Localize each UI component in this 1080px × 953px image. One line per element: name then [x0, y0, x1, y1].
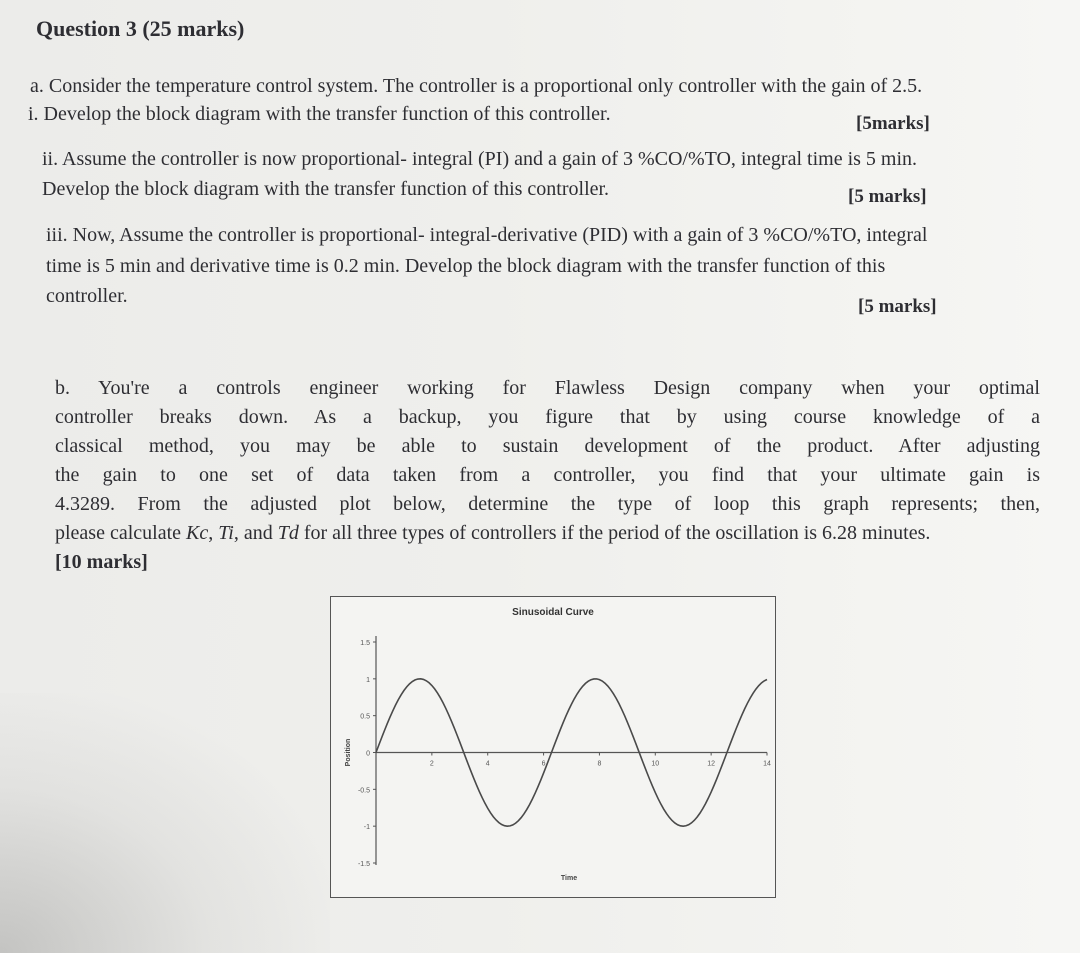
part-b-line: controller breaks down. As a backup, you figure that by using course knowledge of a: [55, 406, 1040, 428]
y-tick-label: 0.5: [360, 713, 370, 721]
y-tick-label: -1: [363, 824, 370, 832]
part-b-line: the gain to one set of data taken from a controller, you find that your ultimate gain is: [55, 464, 1040, 486]
part-a-iii-line2: time is 5 min and derivative time is 0.2 min. Develop the block diagram with the transfer function of this: [46, 255, 886, 277]
x-tick-label: 8: [597, 760, 602, 768]
x-tick-label: 12: [707, 760, 716, 768]
chart-title: Sinusoidal Curve: [512, 607, 594, 618]
x-tick-label: 4: [485, 760, 490, 768]
part-a-i-marks: [5marks]: [856, 113, 930, 134]
x-tick-label: 6: [541, 760, 546, 768]
sinusoidal-chart: [330, 596, 776, 898]
y-tick-label: 1.5: [360, 640, 370, 647]
part-b-paragraph: [55, 374, 1040, 577]
part-a-iii-line3: controller.: [46, 285, 128, 307]
y-tick-label: 1: [366, 676, 370, 684]
part-a-intro: a. Consider the temperature control system. The controller is a proportional only controller with the gain of 2.5.: [30, 75, 923, 97]
part-b-line: b. You're a controls engineer working for Flawless Design company when your optimal: [55, 377, 1040, 399]
x-tick-label: 10: [651, 760, 660, 768]
ti-symbol: Ti: [218, 522, 234, 544]
question-heading: Question 3 (25 marks): [36, 16, 245, 41]
y-tick-label: -0.5: [357, 787, 370, 795]
part-a-ii-line1: ii. Assume the controller is now proportional- integral (PI) and a gain of 3 %CO/%TO, integral time is 5 min.: [42, 148, 918, 170]
kc-symbol: Kc: [186, 522, 209, 544]
separator: ,: [208, 522, 219, 544]
x-axis-label: Time: [560, 875, 578, 882]
y-tick-label: -1.5: [357, 861, 370, 868]
part-b-line-6: [55, 519, 1040, 548]
part-a-ii-line2: Develop the block diagram with the transfer function of this controller.: [42, 178, 610, 200]
y-axis-label: Position: [345, 738, 352, 767]
y-tick-label: 0: [366, 750, 370, 758]
part-b-marks: [10 marks]: [55, 551, 148, 573]
part-b-line6-post: for all three types of controllers if the period of the oscillation is 6.28 minutes.: [298, 522, 931, 544]
chart-svg: [331, 597, 775, 897]
part-a-iii-line1: iii. Now, Assume the controller is proportional- integral-derivative (PID) with a gain of 3 %CO/%TO, integral: [46, 224, 928, 246]
part-a-ii-marks: [5 marks]: [848, 186, 927, 207]
x-tick-label: 2: [429, 760, 434, 768]
td-symbol: Td: [277, 522, 299, 544]
separator: , and: [233, 522, 278, 544]
part-a-iii-marks: [5 marks]: [858, 296, 937, 317]
part-a-i: i. Develop the block diagram with the transfer function of this controller.: [28, 103, 611, 125]
photo-shadow: [0, 693, 330, 953]
x-tick-label: 14: [763, 760, 771, 768]
part-b-line6-pre: please calculate: [55, 522, 187, 544]
part-b-line: 4.3289. From the adjusted plot below, determine the type of loop this graph represents; then,: [55, 493, 1040, 515]
part-b-line: classical method, you may be able to sustain development of the product. After adjusting: [55, 435, 1040, 457]
